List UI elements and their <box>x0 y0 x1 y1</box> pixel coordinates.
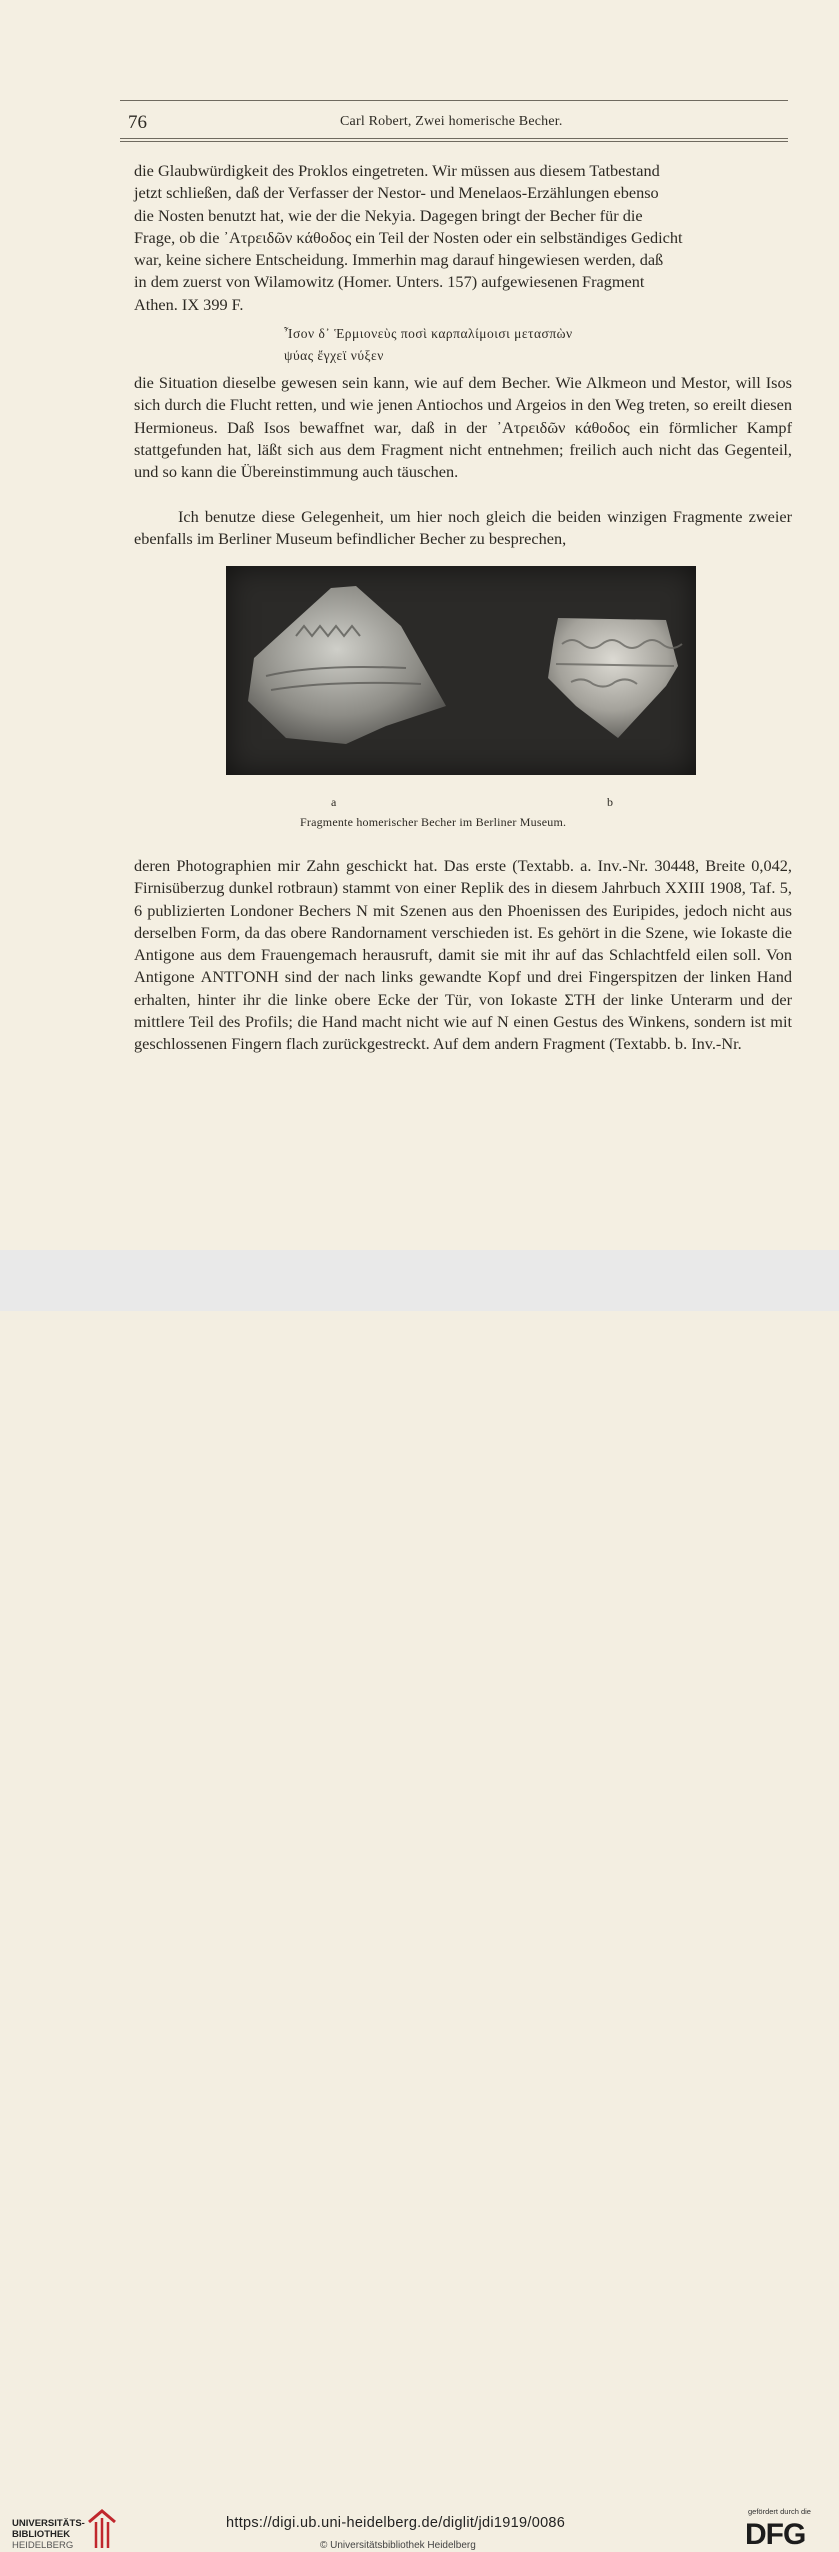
text-line: die Nosten benutzt hat, wie der die Nekyia. Dagegen bringt der Becher für die <box>134 205 643 225</box>
text-line: die Glaubwürdigkeit des Proklos eingetreten. Wir müssen aus diesem Tatbestand <box>134 161 660 180</box>
header-bottom-rule-double <box>120 141 788 142</box>
fragments-image <box>226 566 696 775</box>
copyright-notice: © Universitätsbibliothek Heidelberg <box>320 2540 476 2551</box>
library-name-line-3: HEIDELBERG <box>12 2540 74 2551</box>
funding-note: gefördert durch die <box>748 2507 811 2516</box>
fragment-b <box>548 618 678 738</box>
figure-label-a: a <box>331 795 337 809</box>
paragraph-continuation <box>134 160 792 316</box>
library-logo-icon[interactable] <box>86 2508 118 2552</box>
text-line: in dem zuerst von Wilamowitz (Homer. Unters. 157) aufgewiesenen Fragment <box>134 272 645 292</box>
figure-label-b: b <box>607 795 613 809</box>
paragraph-fragments-intro: Ich benutze diese Gelegenheit, um hier noch gleich die beiden winzigen Fragmente zweier ebenfalls im Berliner Museum befindlicher Becher zu besprechen, <box>134 507 792 549</box>
text-line: Frage, ob die ᾿Ατρειδῶν κάθοδος ein Teil der Nosten oder ein selbständiges Gedicht <box>134 227 683 247</box>
document-page <box>0 0 839 1250</box>
paragraph-photographs: deren Photographien mir Zahn geschickt hat. Das erste (Textabb. a. Inv.-Nr. 30448, Breite 0,042, Firnisüberzug dunkel rotbraun) stammt von einer Replik des in diesem Jahrbuch XXIII 1908, Taf. 5, 6 publizierten Londoner Bechers N mit Szenen aus den Phoenissen des Euripides, jedoch nicht aus derselben Form, da das obere Randornament verschieden ist. Es gehört in die Szene, wie Iokaste die Antigone aus dem Frauengemach herausruft, damit sie mit ihr auf das Schlachtfeld eilen soll. Von Antigone ΑΝΤΓΟΝΗ sind der nach links gewandte Kopf und drei Fingerspitzen der linken Hand erhalten, hinter ihr die linke obere Ecke der Tür, von Iokaste ΣΤΗ der linke Unterarm und der mittlere Teil des Profils; die Hand macht nicht wie auf N einen Gestus des Winkens, sondern ist mit geschlossenen Fingern flach zurückgestreckt. Auf dem andern Fragment (Textabb. b. Inv.-Nr. <box>134 856 792 1054</box>
greek-quote-line-2: ψύας ἔγχεϊ νύξεν <box>284 348 384 363</box>
viewer-footer <box>0 1250 839 2551</box>
text-line: Athen. IX 399 F. <box>134 294 244 314</box>
header-top-rule <box>120 100 788 101</box>
library-name-line-2: BIBLIOTHEK <box>12 2529 71 2540</box>
page-number: 76 <box>128 112 147 133</box>
paragraph-situation: die Situation dieselbe gewesen sein kann, wie auf dem Becher. Wie Alkmeon und Mestor, will Isos sich durch die Flucht retten, und wie jenen Antiochos und Argeios in den Weg treten, so ereilt diesen Hermioneus. Daß Isos bewaffnet war, daß in der ᾿Ατρειδῶν κάθοδος ein förmlicher Kampf stattgefunden hat, läßt sich aus dem Fragment nicht entnehmen; freilich auch nicht das Gegenteil, und so kann die Übereinstimmung auch täuschen. <box>134 373 792 482</box>
running-title: Carl Robert, Zwei homerische Becher. <box>340 114 563 129</box>
fragment-a <box>248 586 446 744</box>
figure-caption: Fragmente homerischer Becher im Berliner Museum. <box>300 815 567 829</box>
photograph-fragments <box>226 566 696 775</box>
text-line: jetzt schließen, daß der Verfasser der Nestor- und Menelaos-Erzählungen ebenso <box>134 183 659 203</box>
header-bottom-rule <box>120 138 788 139</box>
dfg-logo[interactable]: DFG <box>745 2518 806 2551</box>
greek-quote-line-1: Ἶσον δ᾿ Ἑρμιονεὺς ποσὶ καρπαλίμοισι μετασπὼν <box>284 326 573 341</box>
text-line: war, keine sichere Entscheidung. Immerhin mag darauf hingewiesen werden, daß <box>134 250 664 270</box>
library-name <box>12 2518 85 2551</box>
library-name-line-1: UNIVERSITÄTS- <box>12 2518 85 2529</box>
permalink-url[interactable]: https://digi.ub.uni-heidelberg.de/diglit/jdi1919/0086 <box>226 2515 566 2531</box>
